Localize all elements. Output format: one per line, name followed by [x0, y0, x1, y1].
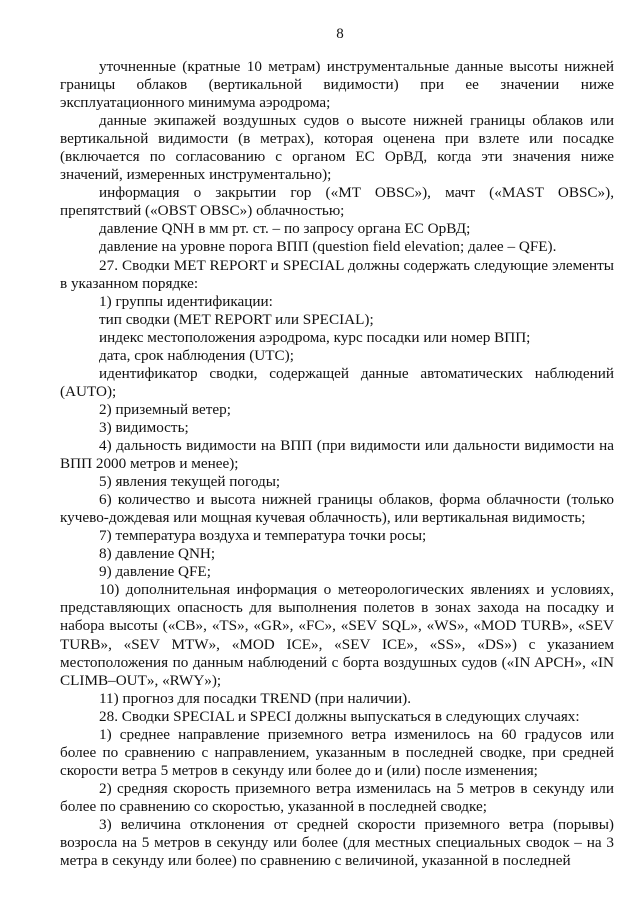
list-item: 7) температура воздуха и температура точки росы;	[99, 527, 427, 545]
section-28-heading: 28. Сводки SPECIAL и SPECI должны выпускаться в следующих случаях:	[99, 707, 580, 725]
section-27-heading: 27. Сводки MET REPORT и SPECIAL должны содержать следующие элементы в указанном порядке:	[60, 256, 614, 292]
paragraph: уточненные (кратные 10 метрам) инструментальные данные высоты нижней границы облаков (вертикальной видимости) при ее значении ниже эксплуатационного минимума аэродрома;	[60, 58, 614, 112]
document-body	[60, 58, 614, 870]
list-item: 10) дополнительная информация о метеорологических явлениях и условиях, представляющих опасность для выполнения полетов в зонах захода на посадку и набора высоты («CB», «TS», «GR», «FC», «SEV SQL», «WS», «MOD TURB», «SEV TURB», «SEV MTW», «MOD ICE», «SEV ICE», «SS», «DS») с указанием местоположения по данным наблюдений с борта воздушных судов («IN APCH», «IN CLIMB–OUT», «RWY»);	[60, 581, 614, 689]
list-item: 2) средняя скорость приземного ветра изменилась на 5 метров в секунду или более по сравнению со скоростью, указанной в последней сводке;	[60, 779, 614, 815]
list-item: индекс местоположения аэродрома, курс посадки или номер ВПП;	[99, 328, 531, 346]
list-item: 2) приземный ветер;	[99, 400, 231, 418]
list-item: дата, срок наблюдения (UTC);	[99, 346, 294, 364]
list-item: 3) видимость;	[99, 418, 189, 436]
list-item: 1) среднее направление приземного ветра изменилось на 60 градусов или более по сравнению с направлением, указанным в последней сводке, при средней скорости ветра 5 метров в секунду или более до и (или) после изменения;	[60, 725, 614, 779]
paragraph: информация о закрытии гор («MT OBSC»), мачт («MAST OBSC»), препятствий («OBST OBSC») облачностью;	[60, 184, 614, 220]
page-number: 8	[336, 26, 344, 42]
list-item: 3) величина отклонения от средней скорости приземного ветра (порывы) возросла на 5 метров в секунду или более (для местных специальных сводок – на 3 метра в секунду или более) по сравнению с величиной, указанной в последней	[60, 815, 614, 870]
list-item: 5) явления текущей погоды;	[99, 473, 281, 491]
paragraph: давление QNH в мм рт. ст. – по запросу органа ЕС ОрВД;	[99, 220, 471, 238]
list-item: 9) давление QFE;	[99, 563, 211, 581]
list-item: 4) дальность видимости на ВПП (при видимости или дальности видимости на ВПП 2000 метров и менее);	[60, 436, 614, 473]
list-item: 6) количество и высота нижней границы облаков, форма облачности (только кучево-дождевая или мощная кучевая облачность), или вертикальная видимость;	[60, 491, 614, 527]
list-item: тип сводки (MET REPORT или SPECIAL);	[99, 310, 374, 328]
list-item: 8) давление QNH;	[99, 545, 216, 563]
list-item: 1) группы идентификации:	[99, 292, 273, 310]
list-item: 11) прогноз для посадки TREND (при наличии).	[99, 689, 412, 707]
paragraph: данные экипажей воздушных судов о высоте нижней границы облаков или вертикальной видимости (в метрах), которая оценена при взлете или посадке (включается по согласованию с органом ЕС ОрВД, когда эти значения ниже значений, измеренных инструментально);	[60, 112, 614, 184]
list-item: идентификатор сводки, содержащей данные автоматических наблюдений (AUTO);	[60, 364, 614, 400]
paragraph: давление на уровне порога ВПП (question field elevation; далее – QFE).	[99, 238, 557, 256]
